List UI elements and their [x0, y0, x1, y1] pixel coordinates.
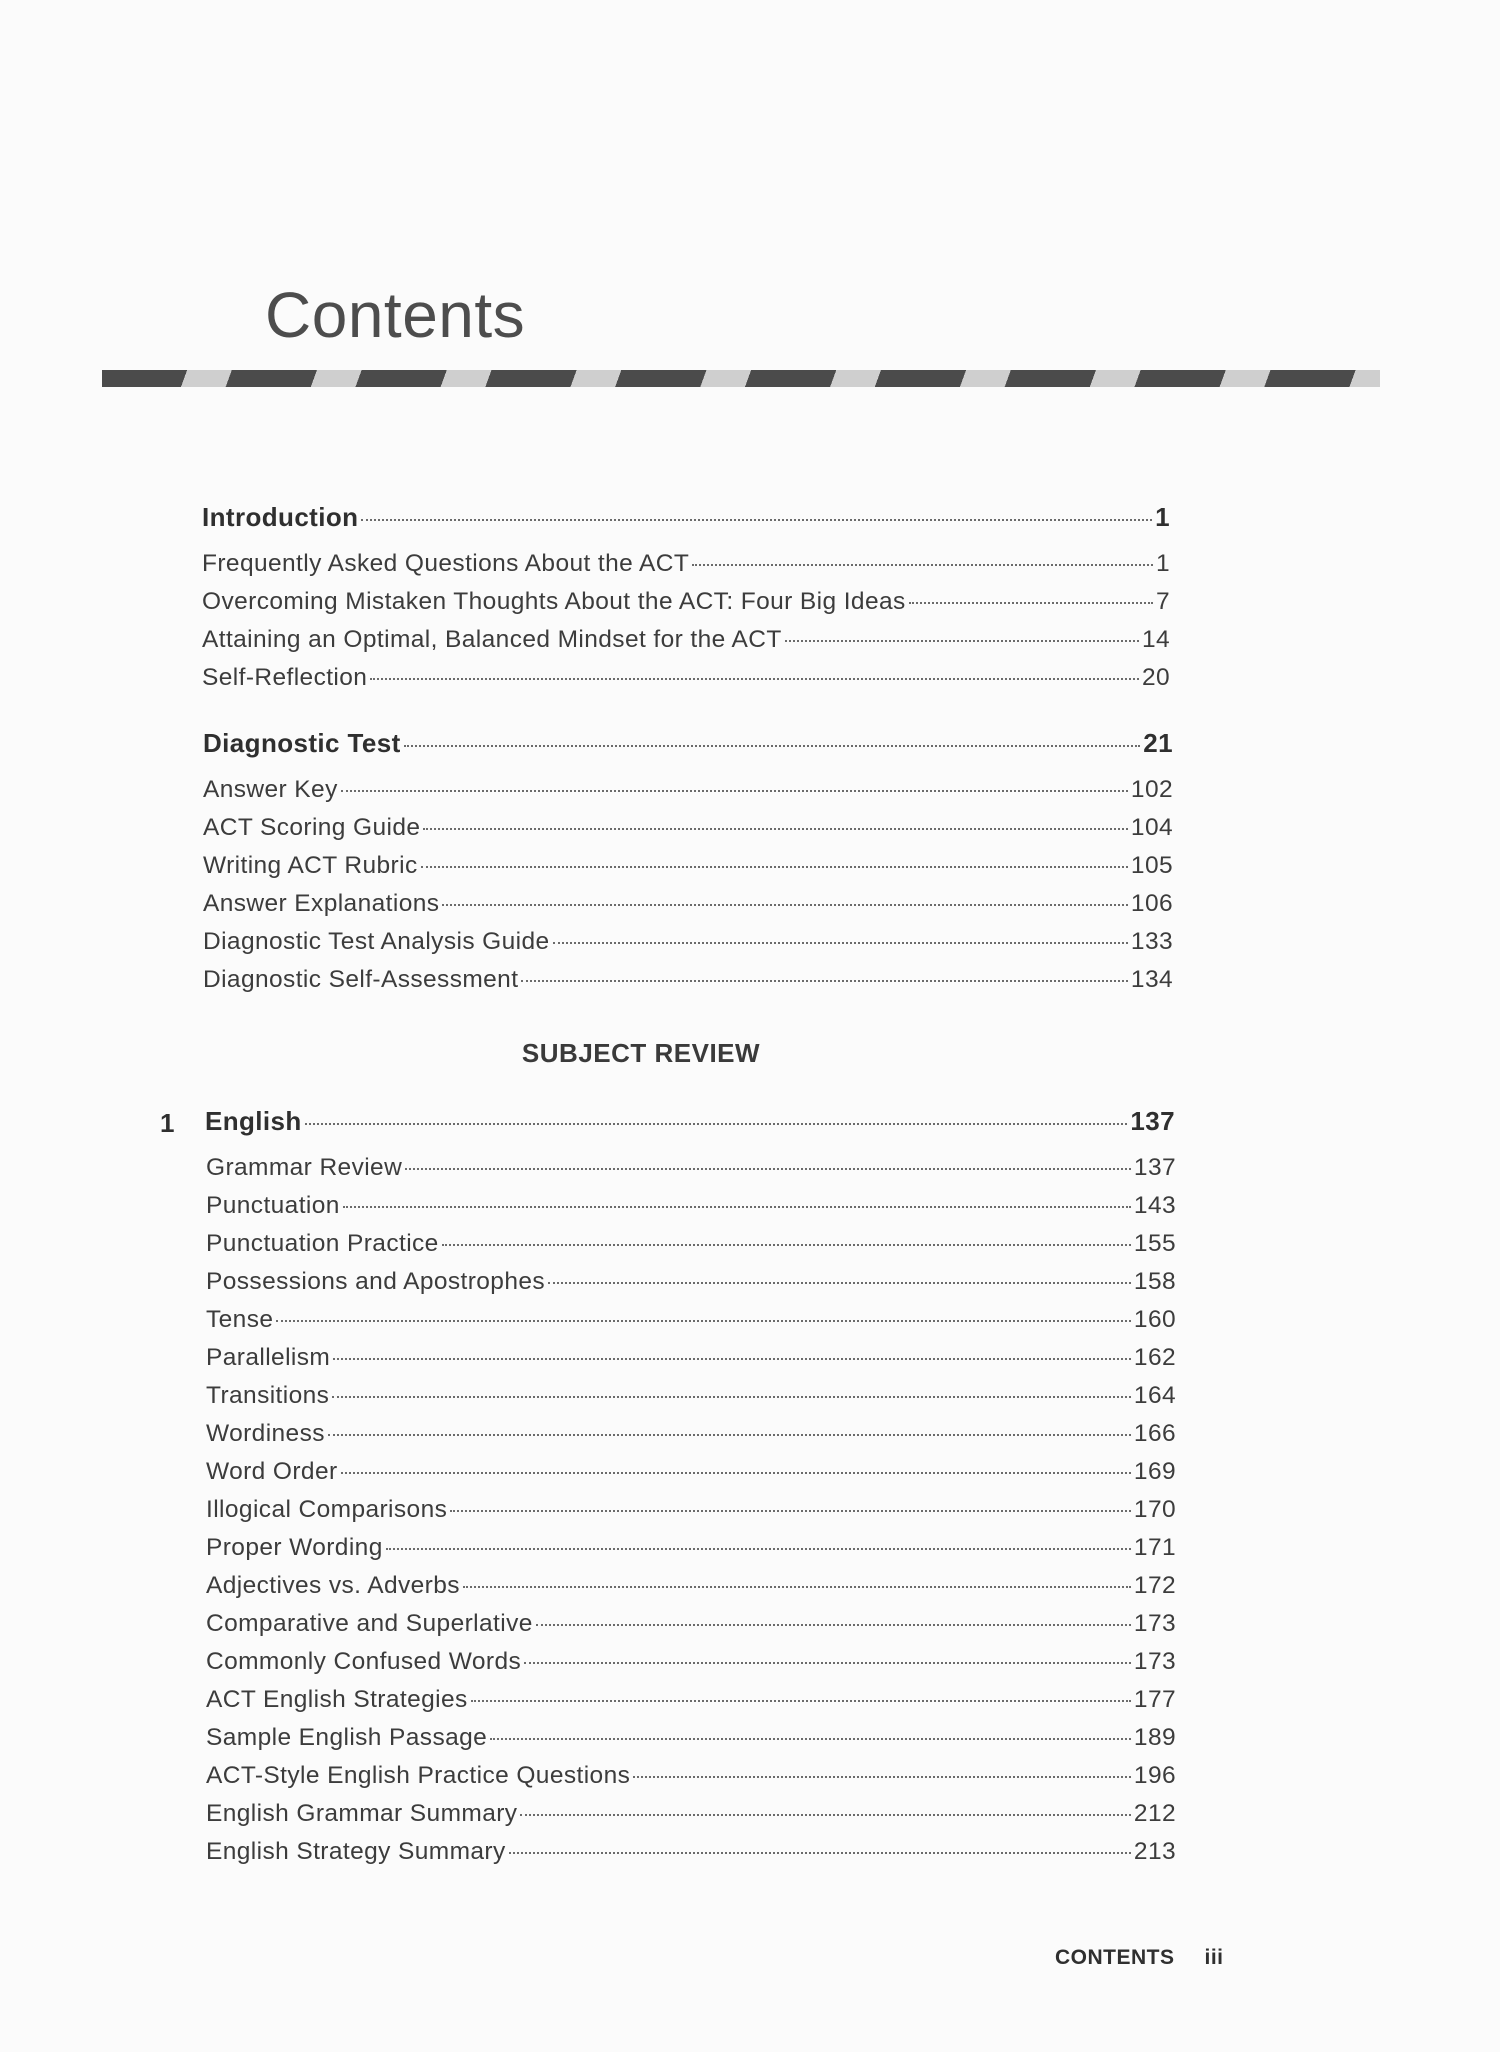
- toc-item[interactable]: [202, 588, 1170, 624]
- toc-page-number: 166: [1133, 1420, 1176, 1447]
- toc-leader-dots: [332, 1396, 1131, 1398]
- toc-leader-dots: [490, 1738, 1131, 1740]
- toc-leader-dots: [442, 904, 1128, 906]
- toc-item[interactable]: [206, 1610, 1176, 1646]
- toc-leader-dots: [341, 1472, 1131, 1474]
- page-footer: [1055, 1946, 1224, 1970]
- toc-page-number: 105: [1130, 852, 1173, 879]
- toc-item[interactable]: [203, 966, 1173, 1002]
- toc-label: Transitions: [206, 1382, 330, 1409]
- toc-page-number: 133: [1130, 928, 1173, 955]
- toc-label: Sample English Passage: [206, 1724, 488, 1751]
- toc-leader-dots: [404, 745, 1141, 747]
- toc-item[interactable]: [206, 1306, 1176, 1342]
- toc-leader-dots: [520, 1814, 1130, 1816]
- toc-label: Illogical Comparisons: [206, 1496, 448, 1523]
- toc-label: Adjectives vs. Adverbs: [206, 1572, 460, 1599]
- toc-page-number: 143: [1133, 1192, 1176, 1219]
- toc-page-number: 7: [1155, 588, 1170, 615]
- toc-leader-dots: [276, 1320, 1131, 1322]
- toc-heading-introduction[interactable]: [202, 502, 1170, 538]
- toc-leader-dots: [785, 640, 1139, 642]
- toc-label: Word Order: [206, 1458, 338, 1485]
- toc-page-number: 21: [1143, 728, 1173, 758]
- section-title-subject-review: SUBJECT REVIEW: [521, 1038, 761, 1068]
- toc-label: Proper Wording: [206, 1534, 383, 1561]
- toc-label: Writing ACT Rubric: [203, 852, 418, 879]
- toc-item[interactable]: [206, 1800, 1176, 1836]
- toc-label: Frequently Asked Questions About the ACT: [202, 550, 690, 577]
- toc-leader-dots: [423, 828, 1128, 830]
- toc-leader-dots: [333, 1358, 1131, 1360]
- toc-label: Diagnostic Self-Assessment: [203, 966, 519, 993]
- toc-page-number: 189: [1133, 1724, 1176, 1751]
- toc-leader-dots: [633, 1776, 1131, 1778]
- toc-leader-dots: [343, 1206, 1131, 1208]
- toc-page-number: 137: [1130, 1106, 1175, 1136]
- toc-leader-dots: [386, 1548, 1131, 1550]
- toc-leader-dots: [370, 678, 1139, 680]
- toc-item[interactable]: [206, 1458, 1176, 1494]
- toc-leader-dots: [421, 866, 1128, 868]
- toc-item[interactable]: [206, 1344, 1176, 1380]
- toc-page-number: 173: [1133, 1610, 1176, 1637]
- toc-item[interactable]: [202, 626, 1170, 662]
- toc-label: Diagnostic Test Analysis Guide: [203, 928, 550, 955]
- toc-leader-dots: [548, 1282, 1131, 1284]
- page-title: Contents: [265, 279, 526, 351]
- toc-leader-dots: [909, 602, 1153, 604]
- toc-label: English Strategy Summary: [206, 1838, 506, 1865]
- toc-label: Wordiness: [206, 1420, 325, 1447]
- toc-label: Grammar Review: [206, 1154, 403, 1181]
- footer-label: CONTENTS: [1055, 1946, 1175, 1969]
- toc-item[interactable]: [206, 1382, 1176, 1418]
- toc-label: Punctuation Practice: [206, 1230, 439, 1257]
- toc-label: Commonly Confused Words: [206, 1648, 522, 1675]
- toc-leader-dots: [471, 1700, 1131, 1702]
- toc-page-number: 164: [1133, 1382, 1176, 1409]
- toc-leader-dots: [524, 1662, 1131, 1664]
- toc-label: Possessions and Apostrophes: [206, 1268, 546, 1295]
- toc-page-number: 160: [1133, 1306, 1176, 1333]
- toc-page-number: 137: [1133, 1154, 1176, 1181]
- chapter-number: 1: [160, 1108, 175, 1138]
- toc-item[interactable]: [206, 1572, 1176, 1608]
- toc-item[interactable]: [203, 776, 1173, 812]
- toc-item[interactable]: [206, 1648, 1176, 1684]
- toc-label: Diagnostic Test: [203, 728, 401, 758]
- decorative-stripe-bar: [102, 370, 1380, 387]
- toc-page-number: 173: [1133, 1648, 1176, 1675]
- toc-page-number: 104: [1130, 814, 1173, 841]
- toc-label: English: [205, 1106, 302, 1136]
- toc-label: Comparative and Superlative: [206, 1610, 533, 1637]
- toc-item[interactable]: [202, 550, 1170, 586]
- toc-page-number: 170: [1133, 1496, 1176, 1523]
- toc-heading-english[interactable]: [205, 1106, 1175, 1142]
- toc-label: Tense: [206, 1306, 274, 1333]
- toc-label: Punctuation: [206, 1192, 340, 1219]
- toc-page-number: 1: [1155, 550, 1170, 577]
- toc-label: Overcoming Mistaken Thoughts About the ACT: Four Big Ideas: [202, 588, 906, 615]
- toc-page-number: 213: [1133, 1838, 1176, 1865]
- toc-page-number: 158: [1133, 1268, 1176, 1295]
- toc-item[interactable]: [203, 814, 1173, 850]
- toc-item[interactable]: [206, 1838, 1176, 1874]
- toc-item[interactable]: [206, 1192, 1176, 1228]
- toc-leader-dots: [553, 942, 1128, 944]
- toc-page-number: 134: [1130, 966, 1173, 993]
- toc-item[interactable]: [206, 1724, 1176, 1760]
- toc-page-number: 169: [1133, 1458, 1176, 1485]
- toc-label: Self-Reflection: [202, 664, 368, 691]
- toc-leader-dots: [692, 564, 1153, 566]
- toc-leader-dots: [450, 1510, 1131, 1512]
- toc-item[interactable]: [206, 1534, 1176, 1570]
- toc-leader-dots: [521, 980, 1128, 982]
- toc-label: Answer Explanations: [203, 890, 440, 917]
- toc-page-number: 196: [1133, 1762, 1176, 1789]
- toc-item[interactable]: [203, 852, 1173, 888]
- toc-page-number: 155: [1133, 1230, 1176, 1257]
- toc-label: ACT-Style English Practice Questions: [206, 1762, 631, 1789]
- toc-leader-dots: [305, 1123, 1128, 1125]
- toc-leader-dots: [442, 1244, 1131, 1246]
- toc-label: ACT English Strategies: [206, 1686, 468, 1713]
- toc-item[interactable]: [206, 1154, 1176, 1190]
- toc-page-number: 212: [1133, 1800, 1176, 1827]
- toc-leader-dots: [361, 519, 1152, 521]
- toc-page-number: 14: [1141, 626, 1170, 653]
- toc-label: ACT Scoring Guide: [203, 814, 421, 841]
- toc-heading-diagnostic-test[interactable]: [203, 728, 1173, 764]
- toc-leader-dots: [463, 1586, 1131, 1588]
- toc-leader-dots: [328, 1434, 1131, 1436]
- toc-page-number: 20: [1141, 664, 1170, 691]
- toc-page-number: 102: [1130, 776, 1173, 803]
- toc-item[interactable]: [206, 1686, 1176, 1722]
- toc-label: Attaining an Optimal, Balanced Mindset for the ACT: [202, 626, 782, 653]
- toc-leader-dots: [405, 1168, 1131, 1170]
- toc-page-number: 162: [1133, 1344, 1176, 1371]
- toc-item[interactable]: [202, 664, 1170, 700]
- toc-item[interactable]: [206, 1420, 1176, 1456]
- toc-label: Parallelism: [206, 1344, 331, 1371]
- toc-item[interactable]: [203, 890, 1173, 926]
- toc-label: Introduction: [202, 502, 359, 532]
- footer-page-number: iii: [1204, 1946, 1224, 1969]
- toc-item[interactable]: [203, 928, 1173, 964]
- toc-label: English Grammar Summary: [206, 1800, 518, 1827]
- toc-item[interactable]: [206, 1230, 1176, 1266]
- toc-item[interactable]: [206, 1762, 1176, 1798]
- toc-label: Answer Key: [203, 776, 338, 803]
- toc-page-number: 172: [1133, 1572, 1176, 1599]
- toc-leader-dots: [509, 1852, 1131, 1854]
- toc-leader-dots: [536, 1624, 1131, 1626]
- toc-page-number: 106: [1130, 890, 1173, 917]
- toc-page-number: 177: [1133, 1686, 1176, 1713]
- toc-item[interactable]: [206, 1496, 1176, 1532]
- toc-item[interactable]: [206, 1268, 1176, 1304]
- toc-page-number: 1: [1155, 502, 1170, 532]
- toc-leader-dots: [341, 790, 1128, 792]
- toc-page-number: 171: [1133, 1534, 1176, 1561]
